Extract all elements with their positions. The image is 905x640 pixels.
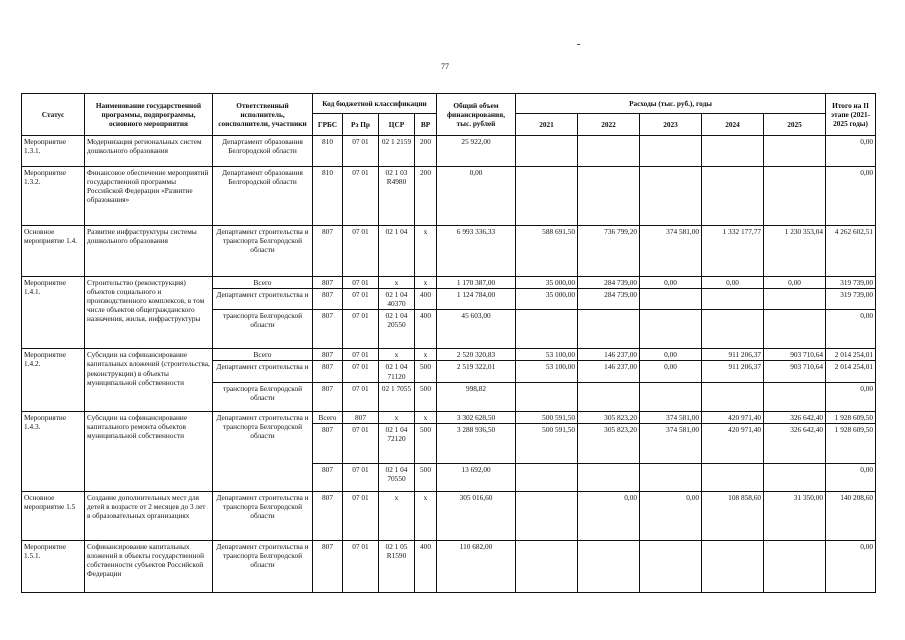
row-vr: 500 bbox=[415, 382, 437, 411]
row-2023: 0,00 bbox=[640, 277, 702, 289]
row-stage-total: 0,00 bbox=[826, 136, 876, 167]
row-2022 bbox=[578, 382, 640, 411]
row-total: 2 519 322,01 bbox=[437, 361, 516, 382]
row-2021 bbox=[516, 310, 578, 349]
row-stage-total: 2 014 254,01 bbox=[826, 361, 876, 382]
row-stage-total: 0,00 bbox=[826, 382, 876, 411]
row-2021 bbox=[516, 136, 578, 167]
row-2025: 903 710,64 bbox=[764, 361, 826, 382]
row-vr: x bbox=[415, 349, 437, 361]
row-2021: 500 591,50 bbox=[516, 411, 578, 423]
budget-table bbox=[21, 93, 876, 593]
row-2025 bbox=[764, 289, 826, 310]
row-csr: 02 1 04 72120 bbox=[379, 423, 415, 463]
row-executor: Департамент строительства и bbox=[213, 361, 313, 382]
row-total: 2 520 320,83 bbox=[437, 349, 516, 361]
row-name: Модернизация региональных систем дошкольного образования bbox=[85, 136, 213, 167]
row-total: 305 016,60 bbox=[437, 491, 516, 540]
row-executor: Департамент строительства и транспорта Белгородской области bbox=[213, 491, 313, 540]
row-2025: 31 350,00 bbox=[764, 491, 826, 540]
row-2023: 374 581,00 bbox=[640, 411, 702, 423]
row-2024: 420 971,40 bbox=[702, 423, 764, 463]
row-2022: 305 823,20 bbox=[578, 423, 640, 463]
header-expenses: Расходы (тыс. руб.), годы bbox=[516, 94, 826, 114]
row-2025: 903 710,64 bbox=[764, 349, 826, 361]
header-name: Наименование государственной программы, подпрограммы, основного мероприятия bbox=[85, 94, 213, 136]
row-2024: 911 206,37 bbox=[702, 361, 764, 382]
header-year-2025: 2025 bbox=[764, 114, 826, 136]
row-name: Финансовое обеспечение мероприятий государственной программы Российской Федерации «Развитие образования» bbox=[85, 167, 213, 226]
row-2025: 326 642,40 bbox=[764, 411, 826, 423]
row-total: 998,82 bbox=[437, 382, 516, 411]
row-rz-pr: 07 01 bbox=[343, 423, 379, 463]
header-year-2023: 2023 bbox=[640, 114, 702, 136]
row-2025: 326 642,40 bbox=[764, 423, 826, 463]
row-total: 13 692,00 bbox=[437, 463, 516, 491]
row-2021 bbox=[516, 540, 578, 592]
row-grbs: 807 bbox=[313, 289, 343, 310]
row-vr: 200 bbox=[415, 167, 437, 226]
row-executor: Департамент строительства и транспорта Белгородской области bbox=[213, 540, 313, 592]
row-status: Мероприятие 1.4.1. bbox=[22, 277, 85, 349]
row-2021: 35 000,00 bbox=[516, 277, 578, 289]
row-2022 bbox=[578, 136, 640, 167]
row-2021: 35 000,00 bbox=[516, 289, 578, 310]
row-grbs: 807 bbox=[313, 491, 343, 540]
row-rz-pr: 07 01 bbox=[343, 310, 379, 349]
header-year-2024: 2024 bbox=[702, 114, 764, 136]
row-rz-pr: 07 01 bbox=[343, 349, 379, 361]
row-2022: 284 739,00 bbox=[578, 289, 640, 310]
row-csr: 02 1 04 40370 bbox=[379, 289, 415, 310]
row-csr: x bbox=[379, 491, 415, 540]
row-rz-pr: 07 01 bbox=[343, 136, 379, 167]
row-vr: 200 bbox=[415, 136, 437, 167]
row-vr: x bbox=[415, 411, 437, 423]
row-2021: 588 691,50 bbox=[516, 226, 578, 277]
row-2023 bbox=[640, 310, 702, 349]
row-status: Мероприятие 1.5.1. bbox=[22, 540, 85, 592]
row-status: Мероприятие 1.3.2. bbox=[22, 167, 85, 226]
row-status: Основное мероприятие 1.5 bbox=[22, 491, 85, 540]
row-total: 110 682,00 bbox=[437, 540, 516, 592]
row-vr: 500 bbox=[415, 423, 437, 463]
row-stage-total: 319 739,00 bbox=[826, 289, 876, 310]
row-2025 bbox=[764, 463, 826, 491]
row-executor: Департамент образования Белгородской области bbox=[213, 136, 313, 167]
row-name: Создание дополнительных мест для детей в возрасте от 2 месяцев до 3 лет в образовательных организациях bbox=[85, 491, 213, 540]
row-2022: 284 739,00 bbox=[578, 277, 640, 289]
page-number: 77 bbox=[441, 62, 449, 71]
row-csr: x bbox=[379, 411, 415, 423]
row-name: Развитие инфраструктуры системы дошкольного образования bbox=[85, 226, 213, 277]
row-2021 bbox=[516, 463, 578, 491]
row-stage-total: 0,00 bbox=[826, 167, 876, 226]
row-csr: 02 1 04 70550 bbox=[379, 463, 415, 491]
row-2024 bbox=[702, 136, 764, 167]
header-total: Общий объем финансирования, тыс. рублей bbox=[437, 94, 516, 136]
row-grbs: 807 bbox=[313, 349, 343, 361]
row-grbs: Всего bbox=[313, 411, 343, 423]
row-rz-pr: 807 bbox=[343, 411, 379, 423]
row-executor: Департамент строительства и транспорта Белгородской области bbox=[213, 411, 313, 491]
row-2022: 736 799,20 bbox=[578, 226, 640, 277]
row-csr: 02 1 2159 bbox=[379, 136, 415, 167]
row-2024: 0,00 bbox=[702, 277, 764, 289]
row-executor: Всего bbox=[213, 277, 313, 289]
row-2024 bbox=[702, 310, 764, 349]
row-rz-pr: 07 01 bbox=[343, 226, 379, 277]
row-vr: x bbox=[415, 277, 437, 289]
row-2024: 911 206,37 bbox=[702, 349, 764, 361]
row-grbs: 807 bbox=[313, 310, 343, 349]
table-row bbox=[22, 277, 876, 289]
row-2023: 0,00 bbox=[640, 349, 702, 361]
row-stage-total: 4 262 602,51 bbox=[826, 226, 876, 277]
row-rz-pr: 07 01 bbox=[343, 491, 379, 540]
row-2023 bbox=[640, 382, 702, 411]
row-2024 bbox=[702, 540, 764, 592]
row-csr: x bbox=[379, 349, 415, 361]
table-row bbox=[22, 540, 876, 592]
row-grbs: 807 bbox=[313, 361, 343, 382]
row-2022 bbox=[578, 540, 640, 592]
row-2023: 374 581,00 bbox=[640, 226, 702, 277]
table-row bbox=[22, 167, 876, 226]
row-rz-pr: 07 01 bbox=[343, 361, 379, 382]
row-2024: 420 971,40 bbox=[702, 411, 764, 423]
row-2023: 374 581,00 bbox=[640, 423, 702, 463]
row-status: Мероприятие 1.4.3. bbox=[22, 411, 85, 491]
header-csr: ЦСР bbox=[379, 114, 415, 136]
row-vr: 400 bbox=[415, 289, 437, 310]
row-2024 bbox=[702, 463, 764, 491]
row-csr: 02 1 05 R1590 bbox=[379, 540, 415, 592]
row-2023: 0,00 bbox=[640, 361, 702, 382]
header-year-2022: 2022 bbox=[578, 114, 640, 136]
row-rz-pr: 07 01 bbox=[343, 167, 379, 226]
row-2021: 53 100,00 bbox=[516, 349, 578, 361]
table-row bbox=[22, 226, 876, 277]
header-status: Статус bbox=[22, 94, 85, 136]
row-stage-total: 140 208,60 bbox=[826, 491, 876, 540]
row-executor: Департамент образования Белгородской области bbox=[213, 167, 313, 226]
row-vr: 400 bbox=[415, 540, 437, 592]
row-2025 bbox=[764, 136, 826, 167]
row-grbs: 807 bbox=[313, 226, 343, 277]
row-grbs: 807 bbox=[313, 540, 343, 592]
row-2022 bbox=[578, 310, 640, 349]
row-csr: x bbox=[379, 277, 415, 289]
row-total: 25 922,00 bbox=[437, 136, 516, 167]
row-2024 bbox=[702, 382, 764, 411]
row-stage-total: 2 014 254,01 bbox=[826, 349, 876, 361]
row-executor: Департамент строительства и bbox=[213, 289, 313, 310]
row-grbs: 807 bbox=[313, 277, 343, 289]
row-grbs: 810 bbox=[313, 136, 343, 167]
row-2021 bbox=[516, 491, 578, 540]
row-2022: 305 823,20 bbox=[578, 411, 640, 423]
row-executor: транспорта Белгородской области bbox=[213, 382, 313, 411]
row-2024 bbox=[702, 167, 764, 226]
row-2022: 146 237,00 bbox=[578, 361, 640, 382]
row-2022 bbox=[578, 167, 640, 226]
row-2023 bbox=[640, 167, 702, 226]
row-total: 6 993 336,33 bbox=[437, 226, 516, 277]
row-2024: 1 332 177,77 bbox=[702, 226, 764, 277]
header-stage-total: Итого на II этапе (2021-2025 годы) bbox=[826, 94, 876, 136]
row-status: Основное мероприятие 1.4. bbox=[22, 226, 85, 277]
table-row bbox=[22, 491, 876, 540]
row-name: Субсидии на софинансирование капитального ремонта объектов муниципальной собственности bbox=[85, 411, 213, 491]
row-rz-pr: 07 01 bbox=[343, 289, 379, 310]
row-stage-total: 0,00 bbox=[826, 540, 876, 592]
row-2025: 0,00 bbox=[764, 277, 826, 289]
row-2024: 108 858,60 bbox=[702, 491, 764, 540]
row-name: Строительство (реконструкция) объектов социального и производственного комплексов, в том числе объектов общегражданского назначения, жилья, инфраструктуры bbox=[85, 277, 213, 349]
row-csr: 02 1 04 20550 bbox=[379, 310, 415, 349]
row-total: 3 288 936,50 bbox=[437, 423, 516, 463]
row-stage-total: 1 928 609,50 bbox=[826, 423, 876, 463]
row-2022 bbox=[578, 463, 640, 491]
row-csr: 02 1 04 71120 bbox=[379, 361, 415, 382]
row-executor: Департамент строительства и транспорта Белгородской области bbox=[213, 226, 313, 277]
table-row bbox=[22, 411, 876, 423]
row-2025 bbox=[764, 167, 826, 226]
row-total: 45 603,00 bbox=[437, 310, 516, 349]
row-stage-total: 0,00 bbox=[826, 310, 876, 349]
row-total: 1 124 784,00 bbox=[437, 289, 516, 310]
table-row bbox=[22, 349, 876, 361]
header-budget-code: Код бюджетной классификации bbox=[313, 94, 437, 114]
row-csr: 02 1 04 bbox=[379, 226, 415, 277]
row-name: Софинансирование капитальных вложений в объекты государственной собственности субъектов Российской Федерации bbox=[85, 540, 213, 592]
row-status: Мероприятие 1.4.2. bbox=[22, 349, 85, 411]
row-status: Мероприятие 1.3.1. bbox=[22, 136, 85, 167]
header-vr: ВР bbox=[415, 114, 437, 136]
row-executor: Всего bbox=[213, 349, 313, 361]
row-2025 bbox=[764, 310, 826, 349]
header-rz-pr: Рз Пр bbox=[343, 114, 379, 136]
row-2021: 500 591,50 bbox=[516, 423, 578, 463]
row-2021 bbox=[516, 167, 578, 226]
row-total: 1 170 387,00 bbox=[437, 277, 516, 289]
row-vr: x bbox=[415, 226, 437, 277]
table-row bbox=[22, 136, 876, 167]
row-rz-pr: 07 01 bbox=[343, 463, 379, 491]
row-name: Субсидии на софинансирование капитальных вложений (строительства, реконструкции) в объекты муниципальной собственности bbox=[85, 349, 213, 411]
row-2025 bbox=[764, 382, 826, 411]
row-stage-total: 319 739,00 bbox=[826, 277, 876, 289]
row-total: 0,00 bbox=[437, 167, 516, 226]
header-executor: Ответственный исполнитель, соисполнители, участники bbox=[213, 94, 313, 136]
row-2023 bbox=[640, 540, 702, 592]
row-total: 3 302 628,50 bbox=[437, 411, 516, 423]
row-vr: x bbox=[415, 491, 437, 540]
row-2023 bbox=[640, 289, 702, 310]
row-stage-total: 1 928 609,50 bbox=[826, 411, 876, 423]
row-2022: 146 237,00 bbox=[578, 349, 640, 361]
row-2025: 1 230 353,04 bbox=[764, 226, 826, 277]
row-grbs: 807 bbox=[313, 423, 343, 463]
row-vr: 400 bbox=[415, 310, 437, 349]
row-2022: 0,00 bbox=[578, 491, 640, 540]
scan-mark bbox=[577, 44, 580, 45]
row-2023: 0,00 bbox=[640, 491, 702, 540]
row-2021: 53 100,00 bbox=[516, 361, 578, 382]
row-grbs: 807 bbox=[313, 463, 343, 491]
row-vr: 500 bbox=[415, 361, 437, 382]
row-rz-pr: 07 01 bbox=[343, 277, 379, 289]
row-grbs: 807 bbox=[313, 382, 343, 411]
row-grbs: 810 bbox=[313, 167, 343, 226]
row-executor: транспорта Белгородской области bbox=[213, 310, 313, 349]
row-csr: 02 1 03 R4980 bbox=[379, 167, 415, 226]
row-rz-pr: 07 01 bbox=[343, 540, 379, 592]
row-2025 bbox=[764, 540, 826, 592]
row-2023 bbox=[640, 463, 702, 491]
row-rz-pr: 07 01 bbox=[343, 382, 379, 411]
header-year-2021: 2021 bbox=[516, 114, 578, 136]
row-stage-total: 0,00 bbox=[826, 463, 876, 491]
header-grbs: ГРБС bbox=[313, 114, 343, 136]
row-vr: 500 bbox=[415, 463, 437, 491]
row-2024 bbox=[702, 289, 764, 310]
row-2021 bbox=[516, 382, 578, 411]
row-2023 bbox=[640, 136, 702, 167]
row-csr: 02 1 7055 bbox=[379, 382, 415, 411]
